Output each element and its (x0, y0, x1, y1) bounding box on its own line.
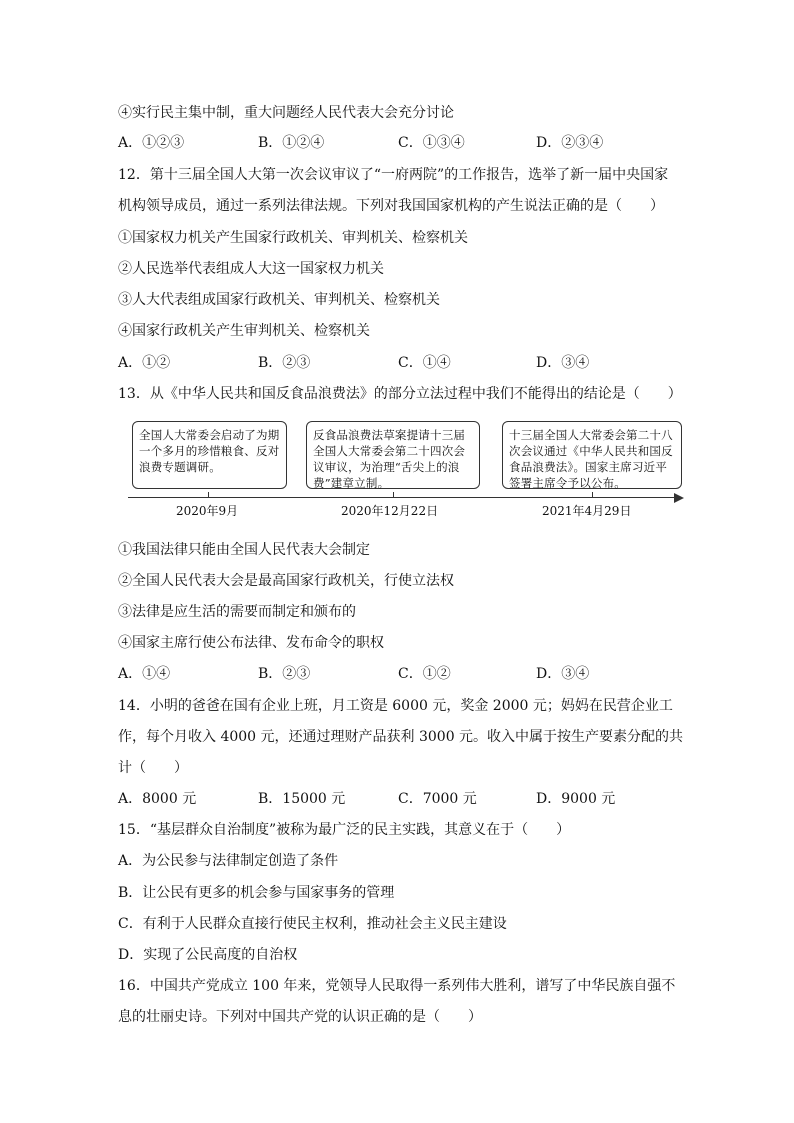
q13-option-b[interactable]: B．②③ (258, 666, 311, 682)
q14-option-d[interactable]: D．9000 元 (536, 791, 616, 807)
q12-option-b[interactable]: B．②③ (258, 355, 311, 371)
q13-stem: 13．从《中华人民共和国反食品浪费法》的部分立法过程中我们不能得出的结论是（ ） (118, 386, 682, 402)
q11-option-d[interactable]: D．②③④ (536, 135, 604, 151)
q11-option-b[interactable]: B．①②④ (258, 135, 325, 151)
q13-item-3: ③法律是应生活的需要而制定和颁布的 (118, 604, 356, 620)
timeline-event-2: 反食品浪费法草案提请十三届全国人大常委会第二十四次会议审议，为治理“舌尖上的浪费”建章立制。 (306, 421, 480, 489)
q11-option-a[interactable]: A．①②③ (118, 135, 185, 151)
timeline-tick (592, 492, 593, 498)
timeline-axis (128, 497, 676, 498)
q12-stem-line-1: 12．第十三届全国人大第一次会议审议了“一府两院”的工作报告，选举了新一届中央国家 (118, 167, 669, 183)
q15-choice-b[interactable]: B．让公民有更多的机会参与国家事务的管理 (118, 885, 395, 901)
q15-choice-c[interactable]: C．有利于人民群众直接行使民主权利，推动社会主义民主建设 (118, 916, 507, 932)
q14-stem-line-3: 计（ ） (118, 760, 188, 776)
timeline-date-1: 2020年9月 (176, 504, 239, 518)
q13-item-2: ②全国人民代表大会是最高国家行政机关，行使立法权 (118, 573, 454, 589)
timeline-tick (393, 492, 394, 498)
q12-option-a[interactable]: A．①② (118, 355, 171, 371)
q12-item-3: ③人大代表组成国家行政机关、审判机关、检察机关 (118, 292, 440, 308)
q12-item-1: ①国家权力机关产生国家行政机关、审判机关、检察机关 (118, 230, 468, 246)
q15-stem: 15．“基层群众自治制度”被称为最广泛的民主实践，其意义在于（ ） (118, 822, 571, 838)
q12-option-d[interactable]: D．③④ (536, 355, 590, 371)
q13-item-4: ④国家主席行使公布法律、发布命令的职权 (118, 635, 384, 651)
timeline-event-3: 十三届全国人大常委会第二十八次会议通过《中华人民共和国反食品浪费法》。国家主席习近平签署主席令予以公布。 (502, 421, 682, 489)
q16-stem-line-2: 息的壮丽史诗。下列对中国共产党的认识正确的是（ ） (118, 1009, 482, 1025)
q16-stem-line-1: 16．中国共产党成立 100 年来，党领导人民取得一系列伟大胜利，谱写了中华民族自强不 (118, 978, 676, 994)
q11-option-c[interactable]: C．①③④ (398, 135, 465, 151)
q15-choice-a[interactable]: A．为公民参与法律制定创造了条件 (118, 853, 339, 869)
q12-option-c[interactable]: C．①④ (398, 355, 451, 371)
timeline-date-3: 2021年4月29日 (542, 504, 632, 518)
q14-stem-line-2: 作，每个月收入 4000 元，还通过理财产品获利 3000 元。收入中属于按生产要素分配的共 (118, 729, 684, 745)
q13-option-d[interactable]: D．③④ (536, 666, 590, 682)
q12-item-4: ④国家行政机关产生审判机关、检察机关 (118, 323, 370, 339)
q14-option-b[interactable]: B．15000 元 (258, 791, 346, 807)
q13-option-a[interactable]: A．①④ (118, 666, 171, 682)
q14-stem-line-1: 14．小明的爸爸在国有企业上班，月工资是 6000 元，奖金 2000 元；妈妈在民营企业工 (118, 698, 673, 714)
timeline-arrow-icon (674, 493, 684, 503)
q12-stem-line-2: 机构领导成员，通过一系列法律法规。下列对我国国家机构的产生说法正确的是（ ） (118, 198, 664, 214)
q11-item-4: ④实行民主集中制，重大问题经人民代表大会充分讨论 (118, 105, 454, 121)
q15-choice-d[interactable]: D．实现了公民高度的自治权 (118, 947, 298, 963)
q13-item-1: ①我国法律只能由全国人民代表大会制定 (118, 542, 370, 558)
timeline-event-1: 全国人大常委会启动了为期一个多月的珍惜粮食、反对浪费专题调研。 (132, 421, 287, 489)
timeline-date-2: 2020年12月22日 (341, 504, 439, 518)
timeline-tick (208, 492, 209, 498)
q14-option-a[interactable]: A．8000 元 (118, 791, 197, 807)
q12-item-2: ②人民选举代表组成人大这一国家权力机关 (118, 261, 384, 277)
q14-option-c[interactable]: C．7000 元 (398, 791, 477, 807)
legislation-timeline (128, 418, 692, 522)
q13-option-c[interactable]: C．①② (398, 666, 451, 682)
